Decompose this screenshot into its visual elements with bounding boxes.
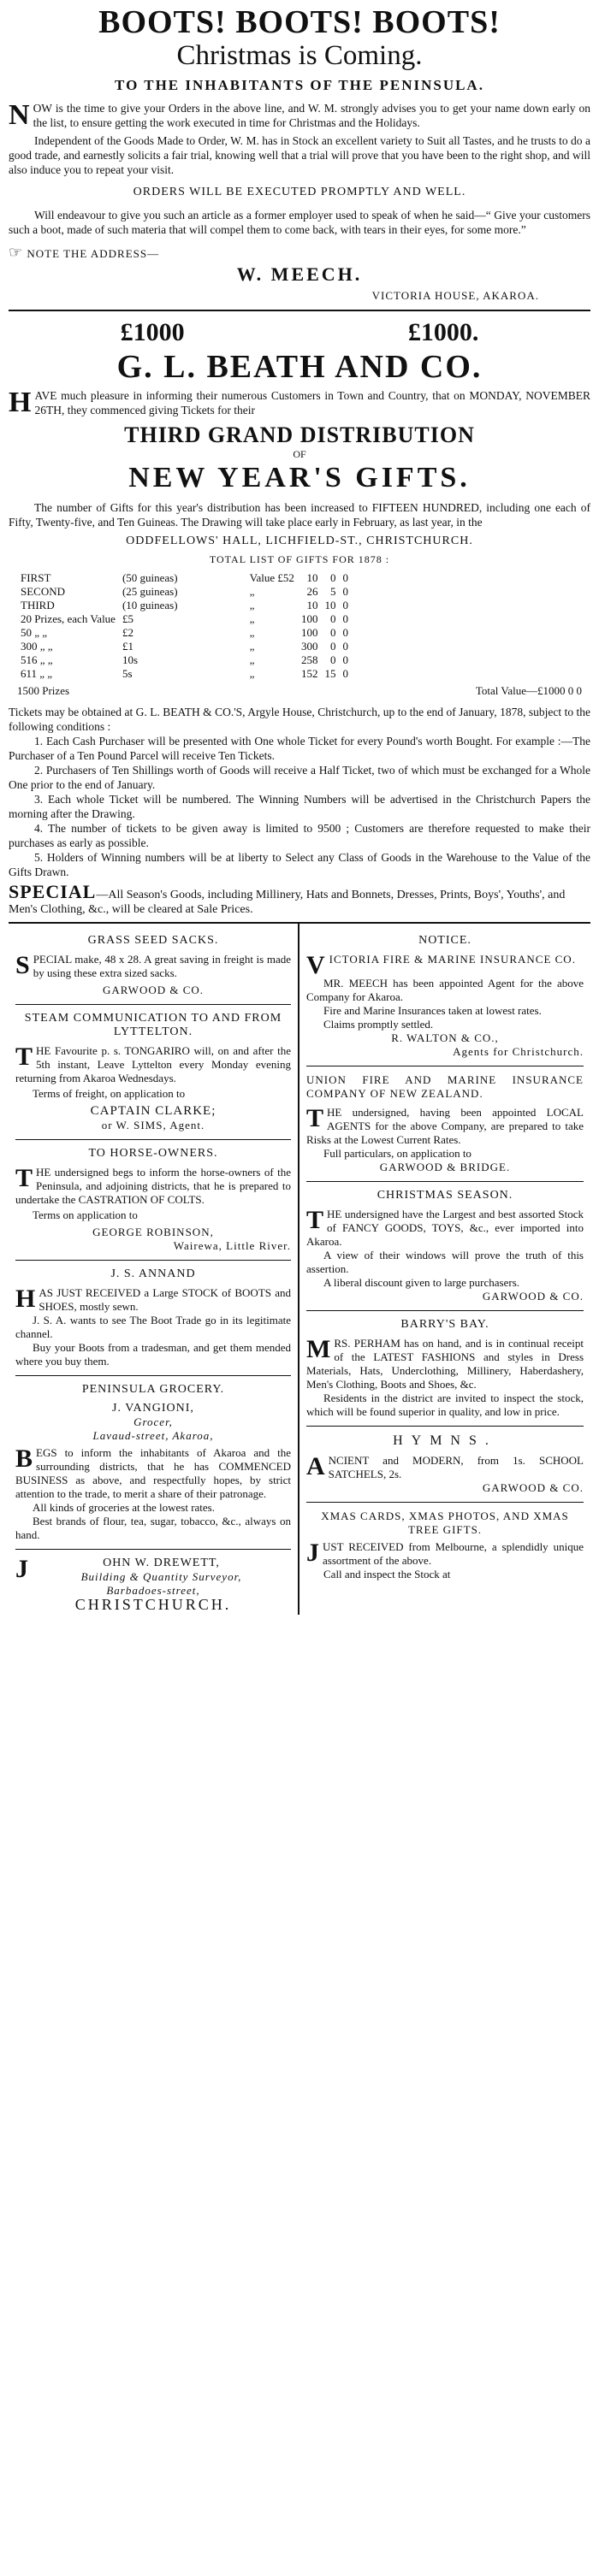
- grass-text: SPECIAL make, 48 x 28. A great saving in freight is made by using these extra sized sacks.: [15, 951, 291, 979]
- gift-cell-a: 611 „ „: [21, 667, 53, 680]
- gift-cell-e: 0: [329, 612, 336, 625]
- gift-row: [17, 653, 352, 667]
- steam-text: THE Favourite p. s. TONGARIRO will, on and after the 5th instant, Leave Lyttelton every Monday evening returning from Akaroa Wednesdays.: [15, 1043, 291, 1084]
- meech-para3: Will endeavour to give you such an article as a former employer used to speak of when he said—“ Give your customers such a boot, made of such materia that will compel them to come back, with tears in their eyes, for some more.”: [9, 209, 590, 236]
- beath-amount-right: £1000.: [407, 318, 479, 346]
- vic-title: VICTORIA FIRE & MARINE INSURANCE CO.: [306, 951, 576, 979]
- meech-name: W. MEECH.: [236, 263, 363, 285]
- gift-cell-c: „: [249, 585, 255, 598]
- beath-cond4: 4. The number of tickets to be given away is limited to 9500 ; Customers are therefore requested to make their purchases as early as possible.: [9, 822, 590, 849]
- beath-amounts: [9, 318, 590, 347]
- right-column: [300, 924, 590, 1615]
- gift-cell-f: 0: [342, 599, 348, 612]
- meech-address: VICTORIA HOUSE, AKAROA.: [371, 289, 539, 302]
- gift-cell-f: 0: [342, 653, 348, 666]
- gift-row: [17, 640, 352, 653]
- gift-cell-d: 300: [300, 640, 318, 653]
- beath-gifts: NEW YEAR'S GIFTS.: [128, 462, 471, 493]
- grocery-p3: Best brands of flour, tea, sugar, tobacco, &c., always on hand.: [15, 1515, 291, 1541]
- horse-sign2: Wairewa, Little River.: [173, 1239, 291, 1252]
- barry-text: MRS. PERHAM has on hand, and is in continual receipt of the LATEST FASHIONS and styles in Dress Materials, Hats, Underclothing, Millinery, Haberdashery, Men's Clothing, Boots and Shoes, &c.: [306, 1335, 584, 1391]
- beath-venue: ODDFELLOWS' HALL, LICHFIELD-ST., CHRISTCHURCH.: [126, 535, 473, 547]
- gift-cell-a: 516 „ „: [21, 653, 53, 666]
- meech-subhead: Christmas is Coming.: [176, 40, 423, 71]
- cards-title: XMAS CARDS, XMAS PHOTOS, AND XMAS TREE GIFTS.: [321, 1510, 569, 1536]
- gift-cell-d: 100: [300, 626, 318, 639]
- meech-audience: TO THE INHABITANTS OF THE PENINSULA.: [115, 77, 484, 93]
- xmas-text: THE undersigned have the Largest and best assorted Stock of FANCY GOODS, TOYS, &c., ever imported into Akaroa.: [306, 1206, 584, 1248]
- beath-advert: [9, 318, 590, 917]
- pointing-hand-icon: ☞: [9, 244, 24, 261]
- drewett-addr: Barbadoes-street,: [106, 1584, 200, 1597]
- xmas-title: CHRISTMAS SEASON.: [377, 1189, 513, 1202]
- grocery-text: BEGS to inform the inhabitants of Akaroa and the surrounding districts, that he has COMMENCED BUSINESS as above, and respectfully hopes, by strict attention to the trade, to merit a share of their patronage.: [15, 1445, 291, 1500]
- beath-third: THIRD GRAND DISTRIBUTION: [124, 422, 475, 447]
- gift-row: [17, 571, 352, 585]
- vic-text: MR. MEECH has been appointed Agent for the above Company for Akaroa.: [306, 977, 584, 1003]
- meech-dropcap: N: [9, 99, 30, 131]
- cards-text: JUST RECEIVED from Melbourne, a splendidly unique assortment of the above.: [306, 1539, 584, 1567]
- beath-cond5: 5. Holders of Winning numbers will be at liberty to Select any Class of Goods in the Warehouse to the Value of the Gifts Drawn.: [9, 851, 590, 878]
- steam-terms: Terms of freight, on application to: [33, 1087, 186, 1100]
- grocery-p2: All kinds of groceries at the lowest rates.: [33, 1501, 215, 1514]
- beath-dropcap: H: [9, 387, 32, 418]
- beath-cond3: 3. Each whole Ticket will be numbered. The Winning Numbers will be advertised in the Christchurch Papers the morning after the Drawing.: [9, 793, 590, 820]
- gift-cell-a: 300 „ „: [21, 640, 53, 653]
- vic-p2: Fire and Marine Insurances taken at lowest rates.: [323, 1004, 542, 1017]
- gift-row: [17, 667, 352, 681]
- gift-cell-b: 5s: [122, 667, 133, 680]
- horse-title: TO HORSE-OWNERS.: [88, 1147, 218, 1160]
- beath-intro: HAVE much pleasure in informing their numerous Customers in Town and Country, that on MONDAY, NOVEMBER 26TH, they commenced giving Tickets for their: [9, 387, 590, 418]
- steam-title: STEAM COMMUNICATION TO AND FROM LYTTELTON.: [24, 1012, 282, 1038]
- beath-special: SPECIAL—All Season's Goods, including Millinery, Hats and Bonnets, Dresses, Prints, Boys', Youths', and Men's Clothing, &c., will be cleared at Sale Prices.: [9, 881, 566, 916]
- beath-special-word: SPECIAL: [9, 881, 97, 902]
- divider: [9, 310, 590, 311]
- gift-cell-f: 0: [342, 667, 348, 680]
- meech-para2: Independent of the Goods Made to Order, W. M. has in Stock an excellent variety to Suit all Tastes, and he trusts to do a good trade, and earnestly solicits a fair trial, knowing well that a trial will prove that you have been to the right shop, and will also induce you to repeat your visit.: [9, 134, 590, 176]
- grocery-name: J. VANGIONI,: [112, 1402, 194, 1415]
- vic-sign1: R. WALTON & CO.,: [391, 1031, 499, 1044]
- union-p2: Full particulars, on application to: [323, 1147, 471, 1160]
- gift-cell-a: FIRST: [21, 571, 51, 584]
- gift-cell-d: 100: [300, 612, 318, 625]
- barry-p2: Residents in the district are invited to inspect the stock, which will be found superior in quality, and low in price.: [306, 1391, 584, 1418]
- vic-p3: Claims promptly settled.: [323, 1018, 434, 1031]
- gift-cell-a: 20 Prizes, each Value: [21, 612, 116, 625]
- steam-sign1: CAPTAIN CLARKE;: [90, 1104, 216, 1118]
- drewett-role: Building & Quantity Surveyor,: [80, 1570, 242, 1583]
- gift-row: [17, 599, 352, 612]
- gift-cell-e: 0: [329, 653, 336, 666]
- meech-headline: BOOTS! BOOTS! BOOTS!: [98, 4, 501, 40]
- drewett-ad: J OHN W. DREWETT, Building & Quantity Surveyor, Barbadoes-street, CHRISTCHURCH.: [15, 1557, 291, 1611]
- gift-cell-f: 0: [342, 626, 348, 639]
- union-text: THE undersigned, having been appointed LOCAL AGENTS for the above Company, are prepared to take Risks at the Lowest Current Rates.: [306, 1104, 584, 1146]
- gift-cell-a: 50 „ „: [21, 626, 48, 639]
- gift-cell-c: „: [249, 612, 255, 625]
- gift-cell-b: (10 guineas): [122, 599, 178, 612]
- beath-tickets: Tickets may be obtained at G. L. BEATH & CO.'S, Argyle House, Christchurch, up to the end of January, 1878, subject to the following conditions :: [9, 706, 590, 733]
- gift-cell-d: 26: [306, 585, 318, 598]
- beath-total-left: 1500 Prizes: [17, 684, 70, 697]
- gift-cell-b: (50 guineas): [122, 571, 178, 584]
- meech-para1: NOW is the time to give your Orders in the above line, and W. M. strongly advises you to get your name down early on the list, to ensure getting the work executed in time for Christmas and the Holidays.: [9, 99, 590, 131]
- gift-cell-d: 258: [300, 653, 318, 666]
- vic-sign2: Agents for Christchurch.: [453, 1045, 584, 1058]
- gift-cell-c: „: [249, 626, 255, 639]
- gift-cell-f: 0: [342, 640, 348, 653]
- annand-p3: Buy your Boots from a tradesman, and get them mended where you buy them.: [15, 1341, 291, 1368]
- gift-cell-e: 5: [329, 585, 336, 598]
- gifts-table: [17, 571, 352, 681]
- hymns-sign: GARWOOD & CO.: [482, 1481, 584, 1494]
- gift-cell-f: 0: [342, 571, 348, 584]
- beath-list-title: TOTAL LIST OF GIFTS FOR 1878 :: [209, 553, 390, 565]
- meech-advert: [9, 5, 590, 303]
- beath-total: [17, 684, 582, 698]
- annand-p2: J. S. A. wants to see The Boot Trade go in its legitimate channel.: [15, 1314, 291, 1340]
- horse-terms: Terms on application to: [33, 1208, 138, 1221]
- gift-cell-a: THIRD: [21, 599, 55, 612]
- beath-para2: The number of Gifts for this year's distribution has been increased to FIFTEEN HUNDRED, including one each of Fifty, Twenty-five, and Ten Guineas. The Drawing will take place early in February, as last year, in the: [9, 501, 590, 529]
- drewett-city: CHRISTCHURCH.: [74, 1596, 232, 1613]
- meech-note: ☞ NOTE THE ADDRESS—: [9, 244, 160, 261]
- cards-p2: Call and inspect the Stock at: [323, 1568, 451, 1580]
- beath-cond1: 1. Each Cash Purchaser will be presented with One whole Ticket for every Pound's worth Bought. For example :—The Purchaser of a Ten Pound Parcel will receive Ten Tickets.: [9, 735, 590, 762]
- annand-title: J. S. ANNAND: [110, 1267, 196, 1280]
- grocery-addr: Lavaud-street, Akaroa,: [92, 1429, 214, 1442]
- grass-title: GRASS SEED SACKS.: [87, 934, 219, 947]
- hymns-title: HYMNS.: [393, 1433, 497, 1448]
- annand-text: HAS JUST RECEIVED a Large STOCK of BOOTS and SHOES, mostly sewn.: [15, 1285, 291, 1313]
- notice-title: NOTICE.: [418, 934, 471, 947]
- gift-cell-b: £1: [122, 640, 133, 653]
- gift-cell-b: 10s: [122, 653, 139, 666]
- steam-sign2: or W. SIMS, Agent.: [101, 1119, 205, 1131]
- beath-cond2: 2. Purchasers of Ten Shillings worth of Goods will receive a Half Ticket, two of which must be exchanged for a Whole One prior to the end of January.: [9, 764, 590, 791]
- gift-cell-d: 10: [306, 571, 318, 584]
- grass-sign: GARWOOD & CO.: [102, 984, 205, 996]
- gift-cell-c: „: [249, 599, 255, 612]
- gift-cell-a: SECOND: [21, 585, 66, 598]
- two-column-section: [9, 922, 590, 1615]
- gift-cell-e: 10: [324, 599, 336, 612]
- gift-cell-c: „: [249, 667, 255, 680]
- gift-cell-b: (25 guineas): [122, 585, 178, 598]
- xmas-p3: A liberal discount given to large purchasers.: [323, 1276, 520, 1289]
- horse-text: THE undersigned begs to inform the horse-owners of the Peninsula, and adjoining districts, that he is prepared to undertake the CASTRATION OF COLTS.: [15, 1164, 291, 1206]
- gift-cell-b: £5: [122, 612, 133, 625]
- gift-cell-e: 0: [329, 626, 336, 639]
- union-sign: GARWOOD & BRIDGE.: [379, 1161, 511, 1173]
- horse-sign1: GEORGE ROBINSON,: [92, 1226, 214, 1238]
- gift-cell-b: £2: [122, 626, 133, 639]
- grocery-title: PENINSULA GROCERY.: [81, 1383, 225, 1396]
- barry-title: BARRY'S BAY.: [400, 1318, 489, 1331]
- gift-cell-e: 15: [324, 667, 336, 680]
- gift-cell-d: 10: [306, 599, 318, 612]
- hymns-text: ANCIENT and MODERN, from 1s. SCHOOL SATCHELS, 2s.: [306, 1452, 584, 1480]
- meech-orders: ORDERS WILL BE EXECUTED PROMPTLY AND WELL.: [133, 186, 466, 198]
- gift-row: [17, 612, 352, 626]
- xmas-p2: A view of their windows will prove the truth of this assertion.: [306, 1249, 584, 1275]
- gift-cell-c: „: [249, 653, 255, 666]
- beath-amount-left: £1000: [120, 318, 185, 346]
- drewett-name: OHN W. DREWETT,: [103, 1557, 220, 1569]
- gift-cell-e: 0: [329, 640, 336, 653]
- gift-cell-f: 0: [342, 585, 348, 598]
- gift-row: [17, 626, 352, 640]
- gift-cell-c: „: [249, 640, 255, 653]
- beath-name: G. L. BEATH AND CO.: [116, 349, 483, 385]
- beath-total-right: Total Value—£1000 0 0: [475, 684, 582, 697]
- union-title: UNION FIRE AND MARINE INSURANCE COMPANY OF NEW ZEALAND.: [306, 1073, 584, 1100]
- gift-cell-c: Value £52: [249, 571, 294, 584]
- gift-row: [17, 585, 352, 599]
- gift-cell-e: 0: [329, 571, 336, 584]
- beath-of: OF: [293, 448, 306, 460]
- gift-cell-f: 0: [342, 612, 348, 625]
- gift-cell-d: 152: [300, 667, 318, 680]
- grocery-role: Grocer,: [133, 1415, 173, 1428]
- xmas-sign: GARWOOD & CO.: [482, 1290, 584, 1303]
- left-column: [9, 924, 300, 1615]
